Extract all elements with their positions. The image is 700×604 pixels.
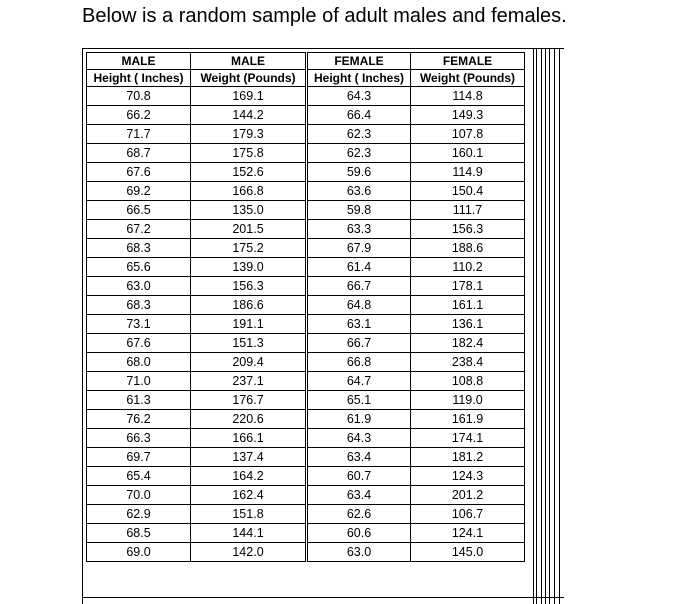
page-heading: Below is a random sample of adult males and females. <box>82 5 567 27</box>
male-weight-cell: 237.1 <box>191 372 307 391</box>
female-height-cell: 66.8 <box>307 353 411 372</box>
table-row <box>87 87 525 106</box>
sheet-column-rule <box>545 48 546 604</box>
male-weight-cell: 151.3 <box>191 334 307 353</box>
male-height-cell: 67.6 <box>87 334 191 353</box>
female-height-cell: 61.4 <box>307 258 411 277</box>
table-row <box>87 429 525 448</box>
female-weight-cell: 161.9 <box>411 410 525 429</box>
male-weight-cell: 142.0 <box>191 543 307 562</box>
male-height-cell: 66.2 <box>87 106 191 125</box>
female-weight-cell: 188.6 <box>411 239 525 258</box>
table-row <box>87 239 525 258</box>
sheet-column-rule <box>554 48 555 604</box>
male-weight-cell: 169.1 <box>191 87 307 106</box>
male-weight-cell: 175.2 <box>191 239 307 258</box>
table-row <box>87 334 525 353</box>
female-height-cell: 66.7 <box>307 334 411 353</box>
table-body <box>87 87 525 562</box>
table-row <box>87 410 525 429</box>
female-height-cell: 60.6 <box>307 524 411 543</box>
female-weight-cell: 145.0 <box>411 543 525 562</box>
female-weight-cell: 156.3 <box>411 220 525 239</box>
group-header-male-weight: MALE <box>191 53 307 70</box>
female-weight-cell: 107.8 <box>411 125 525 144</box>
female-height-cell: 67.9 <box>307 239 411 258</box>
male-weight-cell: 166.1 <box>191 429 307 448</box>
group-header-female-weight: FEMALE <box>411 53 525 70</box>
female-weight-cell: 124.1 <box>411 524 525 543</box>
female-weight-cell: 161.1 <box>411 296 525 315</box>
column-header-male-height: Height ( Inches) <box>87 70 191 87</box>
male-weight-cell: 179.3 <box>191 125 307 144</box>
female-height-cell: 63.0 <box>307 543 411 562</box>
table-row <box>87 277 525 296</box>
female-weight-cell: 181.2 <box>411 448 525 467</box>
male-height-cell: 68.0 <box>87 353 191 372</box>
female-weight-cell: 119.0 <box>411 391 525 410</box>
female-height-cell: 63.6 <box>307 182 411 201</box>
male-height-cell: 69.7 <box>87 448 191 467</box>
female-weight-cell: 150.4 <box>411 182 525 201</box>
sheet-top-border <box>82 48 564 49</box>
female-weight-cell: 160.1 <box>411 144 525 163</box>
table-row <box>87 372 525 391</box>
sheet-column-rule <box>559 48 560 604</box>
sheet-left-border <box>82 48 83 604</box>
male-weight-cell: 144.1 <box>191 524 307 543</box>
table-row <box>87 125 525 144</box>
male-weight-cell: 186.6 <box>191 296 307 315</box>
female-weight-cell: 108.8 <box>411 372 525 391</box>
female-height-cell: 62.3 <box>307 125 411 144</box>
female-height-cell: 63.3 <box>307 220 411 239</box>
female-height-cell: 59.6 <box>307 163 411 182</box>
table-row <box>87 353 525 372</box>
male-height-cell: 66.5 <box>87 201 191 220</box>
column-header-female-height: Height ( Inches) <box>307 70 411 87</box>
female-weight-cell: 238.4 <box>411 353 525 372</box>
column-header-row <box>87 70 525 87</box>
male-weight-cell: 135.0 <box>191 201 307 220</box>
male-height-cell: 68.7 <box>87 144 191 163</box>
female-height-cell: 62.6 <box>307 505 411 524</box>
male-height-cell: 65.4 <box>87 467 191 486</box>
sample-data-table <box>86 52 525 562</box>
male-height-cell: 65.6 <box>87 258 191 277</box>
female-weight-cell: 114.9 <box>411 163 525 182</box>
male-height-cell: 69.2 <box>87 182 191 201</box>
sheet-column-rule <box>536 48 537 604</box>
male-weight-cell: 139.0 <box>191 258 307 277</box>
table-row <box>87 220 525 239</box>
female-height-cell: 63.4 <box>307 486 411 505</box>
male-weight-cell: 209.4 <box>191 353 307 372</box>
male-height-cell: 76.2 <box>87 410 191 429</box>
table-row <box>87 315 525 334</box>
male-weight-cell: 144.2 <box>191 106 307 125</box>
female-height-cell: 64.7 <box>307 372 411 391</box>
female-weight-cell: 106.7 <box>411 505 525 524</box>
female-height-cell: 60.7 <box>307 467 411 486</box>
male-weight-cell: 151.8 <box>191 505 307 524</box>
female-height-cell: 63.1 <box>307 315 411 334</box>
male-height-cell: 73.1 <box>87 315 191 334</box>
female-height-cell: 64.3 <box>307 429 411 448</box>
male-height-cell: 61.3 <box>87 391 191 410</box>
male-height-cell: 68.3 <box>87 239 191 258</box>
female-height-cell: 64.3 <box>307 87 411 106</box>
female-height-cell: 66.4 <box>307 106 411 125</box>
female-weight-cell: 124.3 <box>411 467 525 486</box>
female-weight-cell: 174.1 <box>411 429 525 448</box>
table-row <box>87 486 525 505</box>
table-row <box>87 163 525 182</box>
table-row <box>87 391 525 410</box>
table-row <box>87 201 525 220</box>
female-weight-cell: 201.2 <box>411 486 525 505</box>
male-weight-cell: 152.6 <box>191 163 307 182</box>
male-height-cell: 67.2 <box>87 220 191 239</box>
group-header-female-height: FEMALE <box>307 53 411 70</box>
column-header-female-weight: Weight (Pounds) <box>411 70 525 87</box>
male-weight-cell: 220.6 <box>191 410 307 429</box>
table-row <box>87 505 525 524</box>
male-height-cell: 69.0 <box>87 543 191 562</box>
table-row <box>87 258 525 277</box>
column-header-male-weight: Weight (Pounds) <box>191 70 307 87</box>
male-weight-cell: 191.1 <box>191 315 307 334</box>
female-weight-cell: 136.1 <box>411 315 525 334</box>
male-weight-cell: 166.8 <box>191 182 307 201</box>
table-row <box>87 524 525 543</box>
sheet-column-rule <box>549 48 550 604</box>
female-weight-cell: 110.2 <box>411 258 525 277</box>
male-weight-cell: 156.3 <box>191 277 307 296</box>
data-sheet <box>82 48 564 604</box>
female-weight-cell: 111.7 <box>411 201 525 220</box>
female-height-cell: 66.7 <box>307 277 411 296</box>
table-row <box>87 448 525 467</box>
male-height-cell: 63.0 <box>87 277 191 296</box>
table-row <box>87 296 525 315</box>
male-height-cell: 71.0 <box>87 372 191 391</box>
female-weight-cell: 178.1 <box>411 277 525 296</box>
female-height-cell: 65.1 <box>307 391 411 410</box>
male-height-cell: 67.6 <box>87 163 191 182</box>
female-height-cell: 62.3 <box>307 144 411 163</box>
female-weight-cell: 182.4 <box>411 334 525 353</box>
sheet-column-rule <box>533 48 534 604</box>
table-row <box>87 182 525 201</box>
female-height-cell: 59.8 <box>307 201 411 220</box>
male-height-cell: 62.9 <box>87 505 191 524</box>
male-weight-cell: 201.5 <box>191 220 307 239</box>
male-weight-cell: 164.2 <box>191 467 307 486</box>
sheet-bottom-rule <box>82 597 564 598</box>
table-row <box>87 106 525 125</box>
male-height-cell: 68.5 <box>87 524 191 543</box>
male-weight-cell: 162.4 <box>191 486 307 505</box>
female-weight-cell: 114.8 <box>411 87 525 106</box>
sheet-column-rule <box>541 48 542 604</box>
male-height-cell: 66.3 <box>87 429 191 448</box>
female-height-cell: 63.4 <box>307 448 411 467</box>
table-row <box>87 467 525 486</box>
male-weight-cell: 175.8 <box>191 144 307 163</box>
female-weight-cell: 149.3 <box>411 106 525 125</box>
male-weight-cell: 176.7 <box>191 391 307 410</box>
male-height-cell: 70.8 <box>87 87 191 106</box>
male-height-cell: 70.0 <box>87 486 191 505</box>
group-header-male-height: MALE <box>87 53 191 70</box>
male-height-cell: 68.3 <box>87 296 191 315</box>
male-height-cell: 71.7 <box>87 125 191 144</box>
table-row <box>87 144 525 163</box>
table-row <box>87 543 525 562</box>
male-weight-cell: 137.4 <box>191 448 307 467</box>
group-header-row <box>87 53 525 70</box>
female-height-cell: 61.9 <box>307 410 411 429</box>
female-height-cell: 64.8 <box>307 296 411 315</box>
